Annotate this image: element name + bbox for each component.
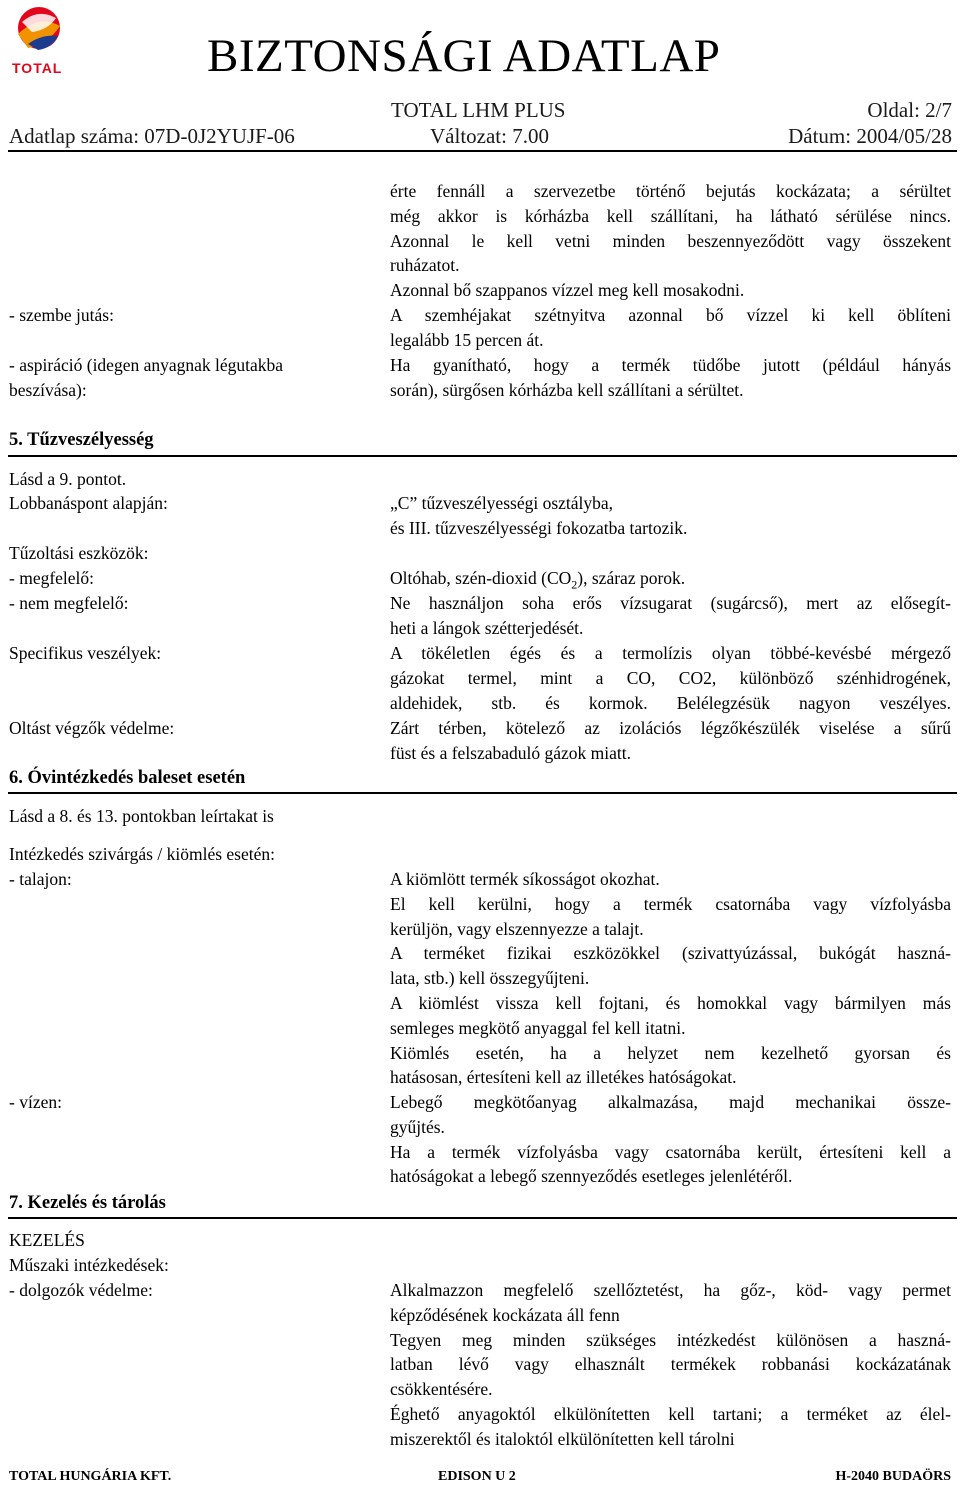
text-line: miszerektől és italoktól elkülönítetten kell tárolni — [390, 1428, 735, 1449]
text-line: hatóságokat a lebegő szennyeződés esetleges jelenlétéről. — [390, 1166, 793, 1187]
suitable-label: - megfelelő: — [9, 568, 95, 588]
section-6-divider — [8, 792, 957, 794]
section-6-see: Lásd a 8. és 13. pontokban leírtakat is — [9, 806, 274, 826]
text-line: Azonnal le kell vetni minden beszennyeződött vagy összekent — [390, 230, 951, 251]
section-5-heading: 5. Tűzveszélyesség — [9, 430, 154, 450]
worker-protection-text — [390, 1278, 951, 1452]
text-line: legalább 15 percen át. — [390, 329, 544, 350]
version: Változat: 7.00 — [430, 124, 549, 148]
footer-company: TOTAL HUNGÁRIA KFT. — [9, 1469, 172, 1484]
text-line: Azonnal bő szappanos vízzel meg kell mosakodni. — [390, 280, 745, 301]
text-line: még akkor is kórházba kell szállítani, ha látható sérülése nincs. — [390, 205, 951, 226]
on-soil-label: - talajon: — [9, 869, 72, 889]
text-line: hatásosan, értesíteni kell az illetékes hatóságokat. — [390, 1067, 737, 1088]
text-line: kerüljön, vagy elszennyezze a talajt. — [390, 918, 644, 939]
document-title: BIZTONSÁGI ADATLAP — [207, 30, 721, 82]
text-line: során), sürgősen kórházba kell szállítani a sérültet. — [390, 379, 744, 400]
spill-measures-label: Intézkedés szivárgás / kiömlés esetén: — [9, 844, 275, 864]
unsuitable-label: - nem megfelelő: — [9, 593, 129, 613]
eye-contact-label: - szembe jutás: — [9, 305, 114, 325]
text-line: semleges megkötő anyaggal fel kell itatni. — [390, 1017, 686, 1038]
co2-subscript: 2 — [571, 577, 578, 592]
text-line: A terméket fizikai eszközökkel (szivattyúzással, bukógát haszná- — [390, 943, 951, 964]
text-line: Éghető anyagoktól elkülönítetten kell tartani; a terméket az élel- — [390, 1403, 951, 1424]
footer-city: H-2040 BUDAÖRS — [835, 1469, 951, 1484]
text-line: Ha a termék vízfolyásba vagy csatornába került, értesíteni kell a — [390, 1141, 951, 1162]
specific-hazards-text — [390, 641, 951, 715]
firefighter-protection-text — [390, 716, 951, 766]
total-logo — [8, 4, 70, 76]
text-line: „C” tűzveszélyességi osztályba, — [390, 493, 614, 513]
suitable-text-b: ), száraz porok. — [577, 568, 686, 588]
handling-heading: KEZELÉS — [9, 1230, 85, 1250]
flash-point-label: Lobbanáspont alapján: — [9, 493, 168, 513]
text-line: és III. tűzveszélyességi fokozatba tartozik. — [390, 517, 688, 538]
first-aid-skin-text — [390, 179, 951, 303]
page-number: Oldal: 2/7 — [867, 98, 952, 122]
header-divider — [8, 150, 957, 152]
text-line: füst és a felszabaduló gázok miatt. — [390, 742, 632, 763]
text-line: A szemhéjakat szétnyitva azonnal bő vízzel ki kell öblíteni — [390, 305, 951, 325]
section-7-heading: 7. Kezelés és tárolás — [9, 1193, 166, 1213]
text-line: A kiömlött termék síkosságot okozhat. — [390, 869, 660, 889]
product-name: TOTAL LHM PLUS — [391, 98, 566, 122]
extinguishing-label: Tűzoltási eszközök: — [9, 543, 149, 563]
text-line: A kiömlést vissza kell fojtani, és homokkal vagy bármilyen más — [390, 992, 951, 1013]
eye-contact-text — [390, 303, 951, 353]
section-6-heading: 6. Óvintézkedés baleset esetén — [9, 768, 246, 788]
firefighter-protection-label: Oltást végzők védelme: — [9, 718, 175, 738]
text-line: Tegyen meg minden szükséges intézkedést különösen a haszná- — [390, 1329, 951, 1350]
on-water-text — [390, 1090, 951, 1189]
suitable-text-a: Oltóhab, szén-dioxid (CO — [390, 568, 572, 588]
text-line: aldehidek, stb. és kormok. Belélegzésük nagyon veszélyes. — [390, 692, 951, 713]
technical-measures-label: Műszaki intézkedések: — [9, 1255, 169, 1275]
text-line: gázokat termel, mint a CO, CO2, különböző szénhidrogének, — [390, 667, 951, 688]
unsuitable-text — [390, 591, 951, 641]
text-line: képződésének kockázata áll fenn — [390, 1304, 620, 1325]
text-line: A tökéletlen égés és a termolízis olyan többé-kevésbé mérgező — [390, 643, 951, 663]
section-5-divider — [8, 455, 957, 457]
text-line: ruházatot. — [390, 255, 460, 276]
aspiration-text — [390, 353, 951, 403]
text-line: Alkalmazzon megfelelő szellőztetést, ha gőz-, köd- vagy permet — [390, 1280, 951, 1300]
flash-point-text — [390, 491, 951, 541]
text-line: lata, stb.) kell összegyűjteni. — [390, 968, 590, 989]
section-7-divider — [8, 1217, 957, 1219]
text-line: Ha gyanítható, hogy a termék tüdőbe jutott (például hányás — [390, 355, 951, 375]
sheet-number: Adatlap száma: 07D-0J2YUJF-06 — [9, 124, 295, 148]
text-line: latban lévő vagy elhasznált termékek robbanási kockázatának — [390, 1354, 951, 1375]
footer-address: EDISON U 2 — [438, 1469, 516, 1484]
worker-protection-label: - dolgozók védelme: — [9, 1280, 153, 1300]
text-line: Kiömlés esetén, ha a helyzet nem kezelhető gyorsan és — [390, 1042, 951, 1063]
text-line: Ne használjon soha erős vízsugarat (sugárcső), mert az elősegít- — [390, 593, 951, 613]
aspiration-label: - aspiráció (idegen anyagnak légutakba — [9, 355, 284, 375]
text-line: heti a lángok szétterjedését. — [390, 617, 584, 638]
section-5-see: Lásd a 9. pontot. — [9, 469, 127, 489]
text-line: gyűjtés. — [390, 1116, 445, 1137]
date: Dátum: 2004/05/28 — [788, 124, 952, 148]
aspiration-label-cont: beszívása): — [9, 380, 87, 400]
logo-text: TOTAL — [12, 60, 63, 76]
text-line: csökkentésére. — [390, 1379, 493, 1400]
text-line: Lebegő megkötőanyag alkalmazása, majd mechanikai össze- — [390, 1092, 951, 1112]
on-soil-text — [390, 867, 951, 1090]
text-line: érte fennáll a szervezetbe történő bejutás kockázata; a sérültet — [390, 181, 951, 201]
text-line: Zárt térben, kötelező az izolációs légzőkészülék viselése a sűrű — [390, 718, 951, 738]
text-line: El kell kerülni, hogy a termék csatornába vagy vízfolyásba — [390, 893, 951, 914]
on-water-label: - vízen: — [9, 1092, 62, 1112]
specific-hazards-label: Specifikus veszélyek: — [9, 643, 162, 663]
